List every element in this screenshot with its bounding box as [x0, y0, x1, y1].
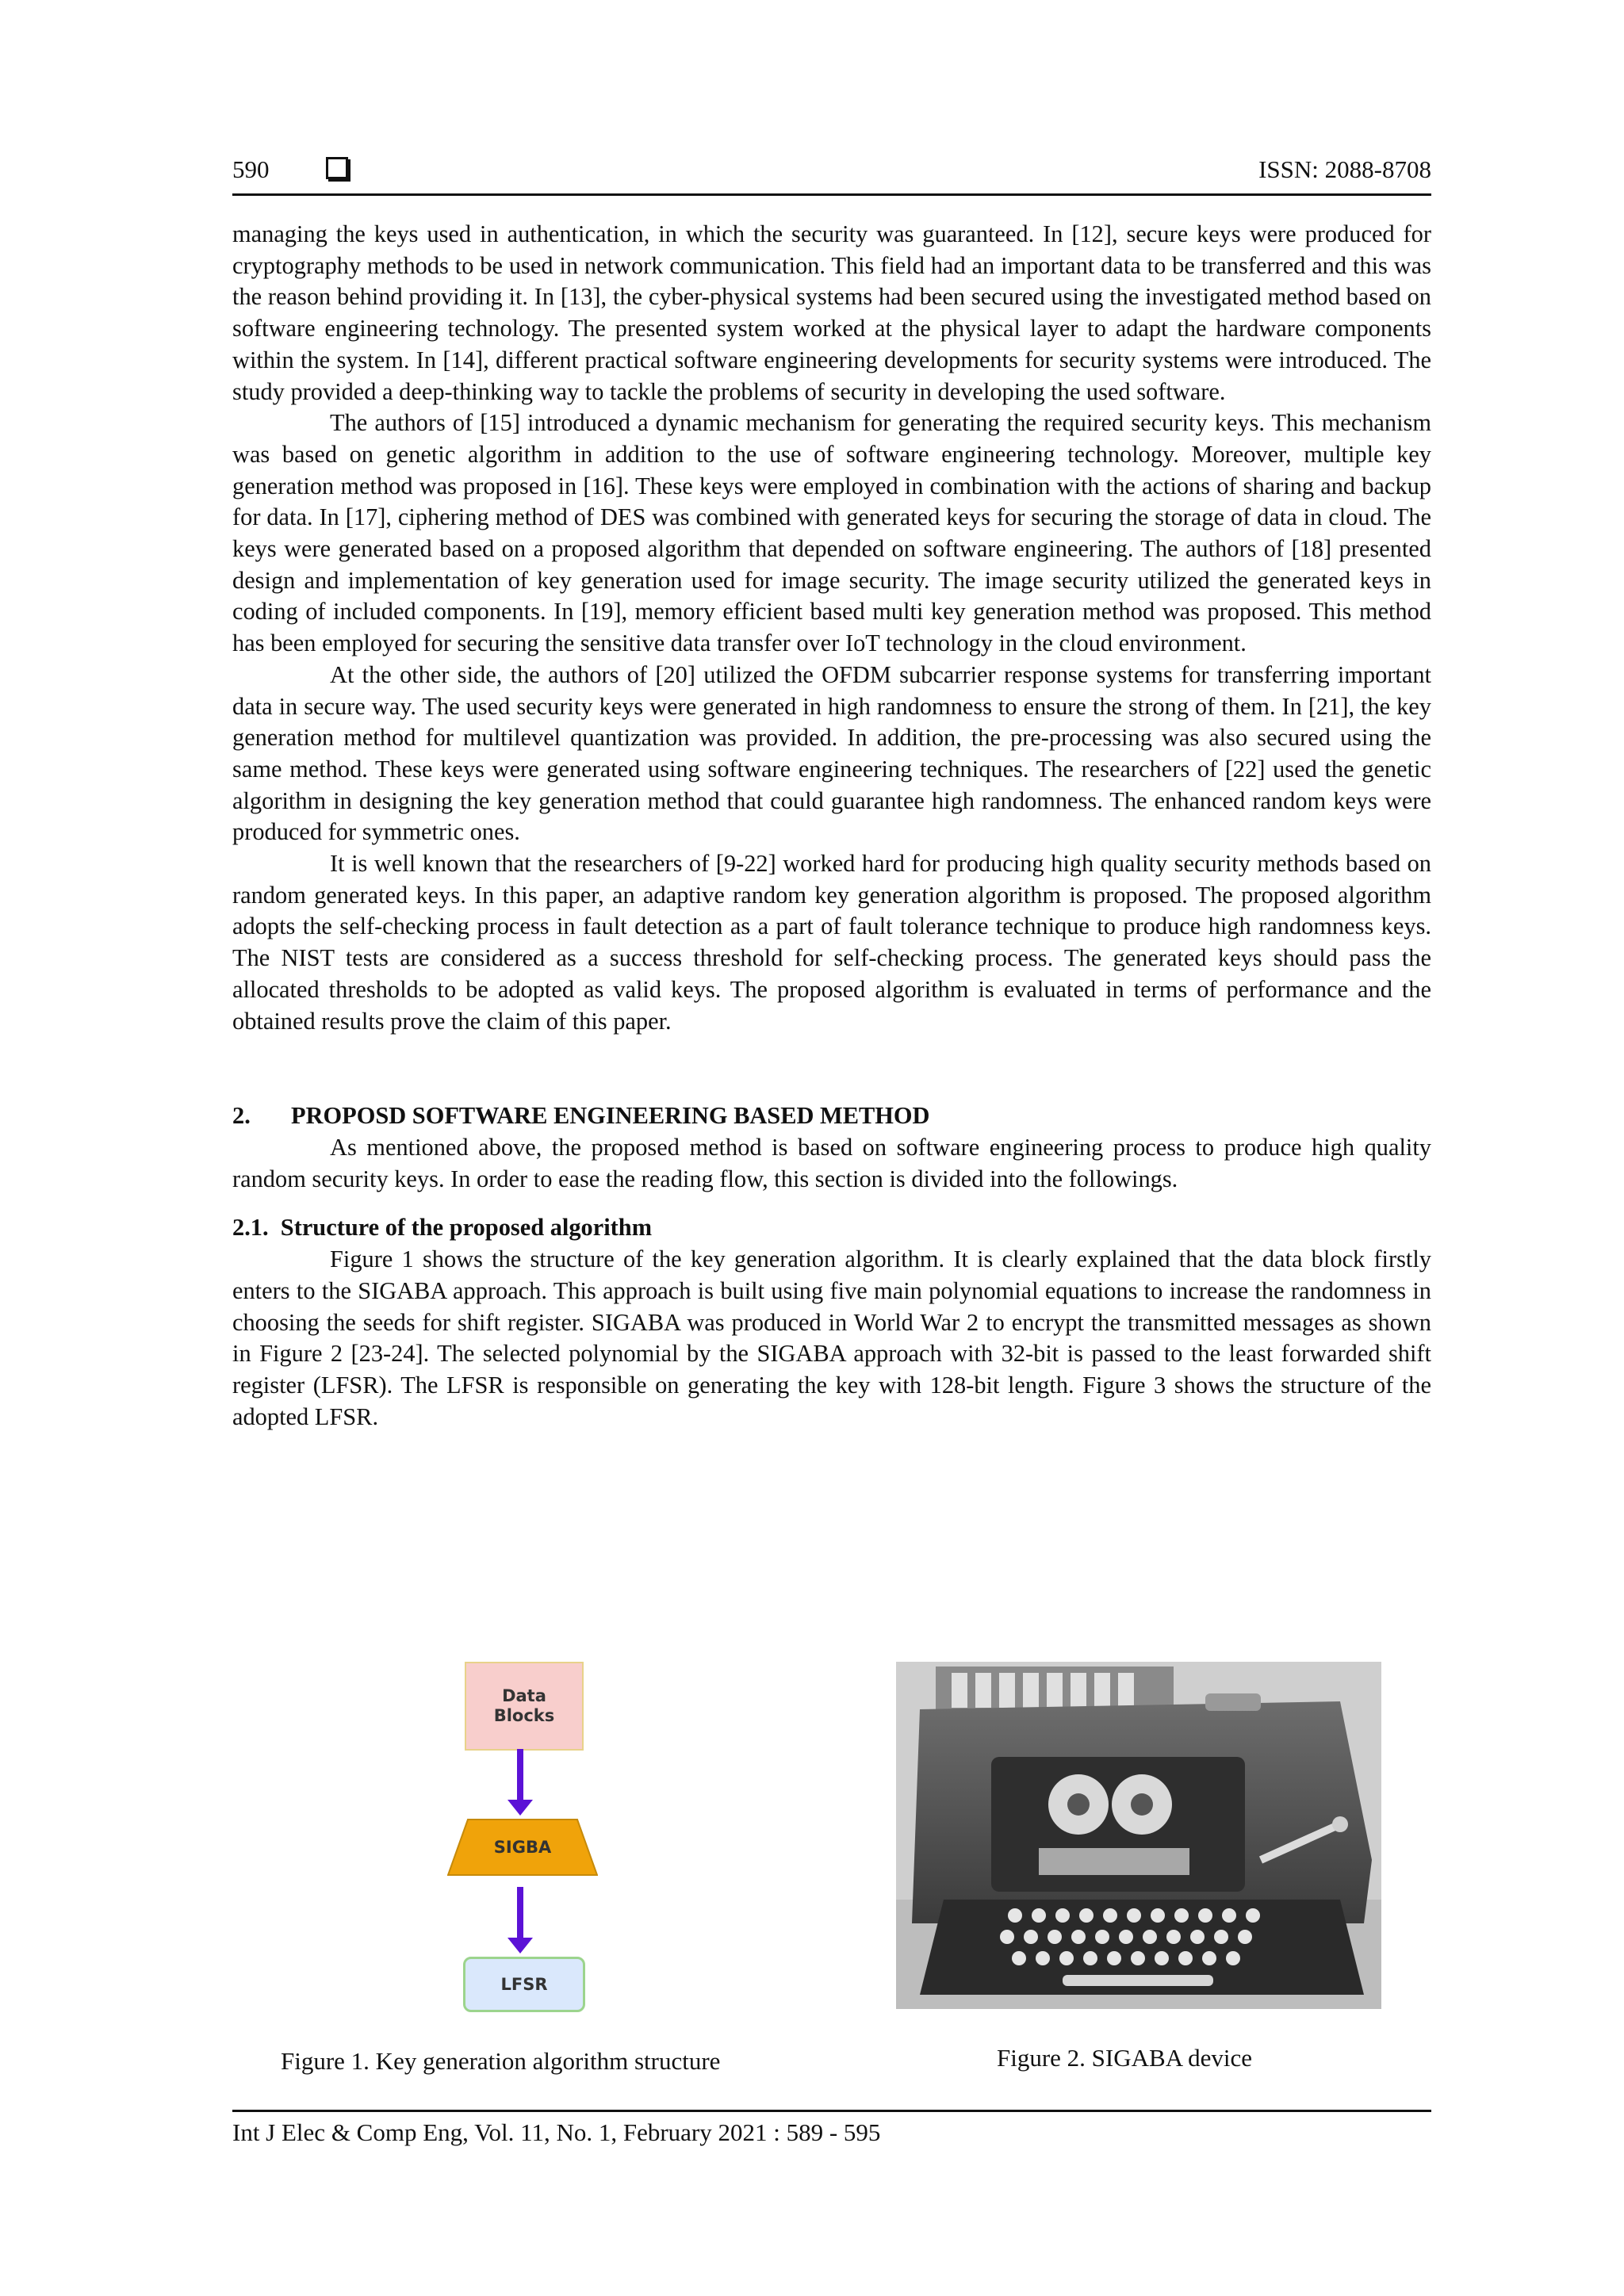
data-blocks-label-line2: Blocks [493, 1706, 555, 1725]
data-blocks-label-line1: Data [502, 1686, 546, 1705]
figure-1-diagram [444, 1662, 611, 2015]
data-blocks-box [465, 1662, 584, 1751]
subsection-heading [232, 1212, 1431, 1244]
sigba-label: SIGBA [493, 1838, 552, 1857]
section-paragraph: As mentioned above, the proposed method is based on software engineering process to produce high quality random security keys. In order to ease the reading flow, this section is divided into the followings. [232, 1133, 1431, 1192]
figure-2-photo [896, 1662, 1381, 2009]
paragraph-1: managing the keys used in authentication, in which the security was guaranteed. In [12], secure keys were produced for cryptography methods to be used in network communication. This field had an important data to be transferred and this was the reason behind providing it. In [13], the cyber-physical systems had been secured using the investigated method based on software engineering technology. The presented system worked at the physical layer to adapt the hardware components within the system. In [14], different practical software engineering developments for security systems were introduced. The study provided a deep-thinking way to tackle the problems of security in developing the used software. [232, 220, 1431, 405]
sigba-box [447, 1819, 598, 1876]
lfsr-box [463, 1957, 585, 2012]
page-number: 590 [232, 155, 270, 183]
sigaba-device-image [896, 1662, 1381, 2009]
page-footer [232, 2110, 1431, 2147]
figure-1-caption: Figure 1. Key generation algorithm structure [281, 2047, 721, 2075]
subsection-paragraph: Figure 1 shows the structure of the key generation algorithm. It is clearly explained that the data block firstly enters to the SIGABA approach. This approach is built using five main polynomial equations to increase the randomness in choosing the seeds for shift register. SIGABA was produced in World War 2 to encrypt the transmitted messages as shown in Figure 2 [23-24]. The selected polynomial by the SIGABA approach with 32-bit is passed to the least forwarded shift register (LFSR). The LFSR is responsible on generating the key with 128-bit length. Figure 3 shows the structure of the adopted LFSR. [232, 1246, 1431, 1430]
lfsr-label: LFSR [500, 1975, 548, 1994]
section-heading [232, 1100, 1431, 1132]
paragraph-2: The authors of [15] introduced a dynamic mechanism for generating the required security keys. This mechanism was based on genetic algorithm in addition to the use of software engineering technology. Moreover, multiple key generation method was proposed in [16]. These keys were employed in combination with the actions of sharing and backup for data. In [17], ciphering method of DES was combined with generated keys for securing the storage of data in cloud. The keys were generated based on a proposed algorithm that depended on software engineering. The authors of [18] presented design and implementation of key generation used for image security. The image security utilized the generated keys in coding of included components. In [19], memory efficient based multi key generation method was proposed. This method has been employed for securing the sensitive data transfer over IoT technology in the cloud environment. [232, 409, 1431, 657]
section-number: 2. [232, 1102, 251, 1130]
down-arrow-icon [517, 1749, 523, 1801]
square-bullet-icon [326, 157, 348, 179]
issn-label: ISSN: 2088-8708 [1258, 155, 1431, 183]
section-title: PROPOSD SOFTWARE ENGINEERING BASED METHOD [291, 1102, 930, 1130]
figure-2-caption: Figure 2. SIGABA device [997, 2044, 1253, 2072]
paragraph-4: It is well known that the researchers of [9-22] worked hard for producing high quality security methods based on random generated keys. In this paper, an adaptive random key generation algorithm is proposed. The proposed algorithm adopts the self-checking process in fault detection as a part of fault tolerance technique to produce high randomness keys. The NIST tests are considered as a success threshold for self-checking process. The generated keys should pass the allocated thresholds to be adopted as valid keys. The proposed algorithm is evaluated in terms of performance and the obtained results prove the claim of this paper. [232, 850, 1431, 1035]
journal-citation: Int J Elec & Comp Eng, Vol. 11, No. 1, February 2021 : 589 - 595 [232, 2118, 881, 2146]
paragraph-3: At the other side, the authors of [20] utilized the OFDM subcarrier response systems for transferring important data in secure way. The used security keys were generated in high randomness to ensure the strong of them. In [21], the key generation method for multilevel quantization was provided. In addition, the pre-processing was also secured using the same method. These keys were generated using software engineering techniques. The researchers of [22] used the genetic algorithm in designing the key generation method that could guarantee high randomness. The enhanced random keys were produced for symmetric ones. [232, 660, 1431, 846]
main-text [232, 219, 1431, 1433]
subsection-title: Structure of the proposed algorithm [280, 1214, 653, 1242]
down-arrow-icon [517, 1887, 523, 1939]
subsection-number: 2.1. [232, 1214, 269, 1242]
page-header [232, 155, 1431, 196]
